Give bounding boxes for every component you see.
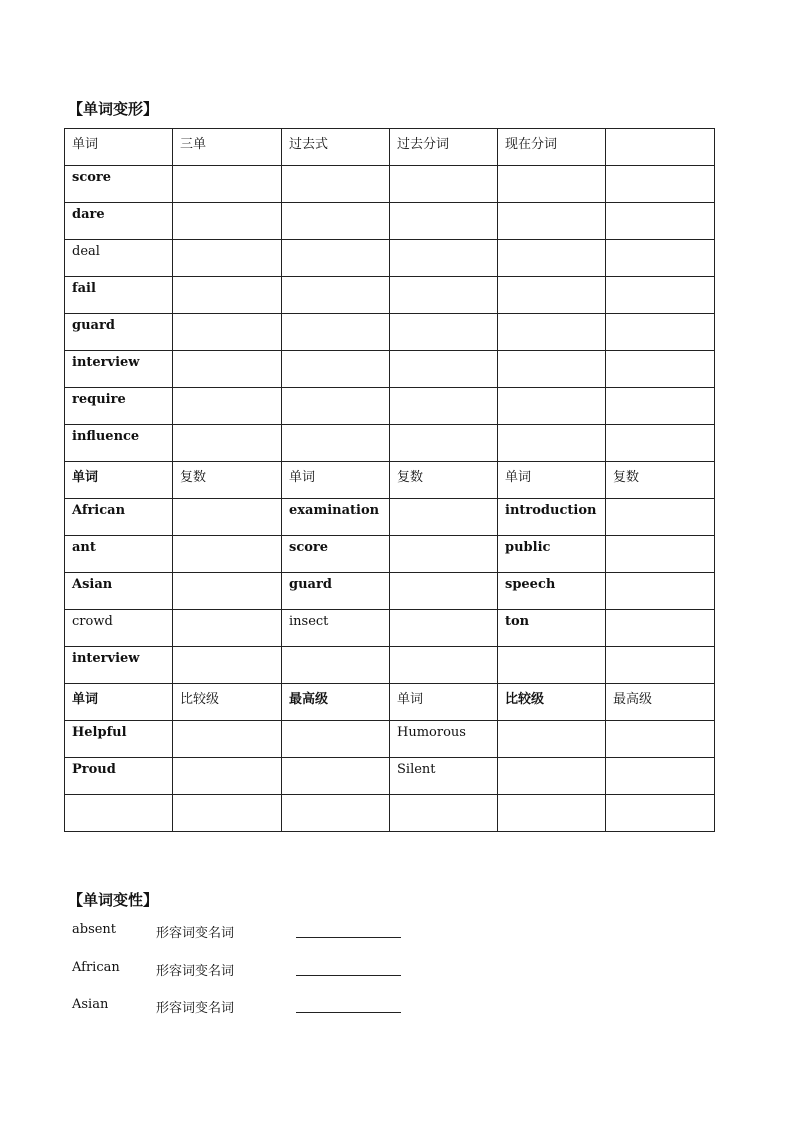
answer-cell[interactable] bbox=[173, 277, 282, 314]
answer-cell[interactable] bbox=[173, 425, 282, 462]
table-cell: score bbox=[65, 166, 173, 203]
table-row bbox=[65, 314, 715, 351]
answer-cell[interactable] bbox=[173, 240, 282, 277]
table-row bbox=[65, 758, 715, 795]
table-row bbox=[65, 425, 715, 462]
answer-cell[interactable] bbox=[606, 573, 715, 610]
answer-cell[interactable] bbox=[173, 499, 282, 536]
answer-cell[interactable] bbox=[390, 240, 498, 277]
section-title-word-conversion: 【单词变性】 bbox=[68, 891, 159, 909]
table-row bbox=[65, 129, 715, 166]
section-title-word-forms: 【单词变形】 bbox=[68, 100, 159, 118]
table-cell: Proud bbox=[65, 758, 173, 795]
table-cell: 过去分词 bbox=[390, 129, 498, 166]
table-row bbox=[65, 721, 715, 758]
answer-cell[interactable] bbox=[498, 203, 606, 240]
answer-cell[interactable] bbox=[390, 499, 498, 536]
answer-cell[interactable] bbox=[606, 795, 715, 832]
answer-cell[interactable] bbox=[606, 203, 715, 240]
table-cell: score bbox=[282, 536, 390, 573]
table-cell: 单词 bbox=[282, 462, 390, 499]
table-cell: Silent bbox=[390, 758, 498, 795]
answer-cell[interactable] bbox=[173, 351, 282, 388]
answer-cell[interactable] bbox=[606, 610, 715, 647]
table-cell: 复数 bbox=[173, 462, 282, 499]
table-cell: guard bbox=[65, 314, 173, 351]
table-cell: Helpful bbox=[65, 721, 173, 758]
answer-cell[interactable] bbox=[606, 240, 715, 277]
answer-cell[interactable] bbox=[606, 277, 715, 314]
answer-cell[interactable] bbox=[606, 129, 715, 166]
table-cell: dare bbox=[65, 203, 173, 240]
table-cell: 单词 bbox=[65, 129, 173, 166]
answer-cell[interactable] bbox=[498, 351, 606, 388]
answer-cell[interactable] bbox=[606, 388, 715, 425]
answer-cell[interactable] bbox=[606, 425, 715, 462]
table-cell: public bbox=[498, 536, 606, 573]
answer-cell[interactable] bbox=[173, 647, 282, 684]
answer-cell[interactable] bbox=[173, 166, 282, 203]
table-row bbox=[65, 166, 715, 203]
table-cell: 最高级 bbox=[606, 684, 715, 721]
answer-cell[interactable] bbox=[606, 536, 715, 573]
answer-cell[interactable] bbox=[173, 721, 282, 758]
answer-cell[interactable] bbox=[390, 610, 498, 647]
answer-cell[interactable] bbox=[173, 758, 282, 795]
answer-blank[interactable] bbox=[296, 975, 401, 976]
answer-cell[interactable] bbox=[390, 203, 498, 240]
answer-cell[interactable] bbox=[606, 314, 715, 351]
answer-cell[interactable] bbox=[390, 573, 498, 610]
answer-cell[interactable] bbox=[282, 758, 390, 795]
table-cell: 比较级 bbox=[498, 684, 606, 721]
table-cell: 单词 bbox=[65, 684, 173, 721]
answer-cell[interactable] bbox=[498, 277, 606, 314]
answer-cell[interactable] bbox=[498, 166, 606, 203]
answer-cell[interactable] bbox=[606, 647, 715, 684]
table-row bbox=[65, 684, 715, 721]
answer-cell[interactable] bbox=[498, 314, 606, 351]
answer-cell[interactable] bbox=[282, 240, 390, 277]
table-row bbox=[65, 240, 715, 277]
conversion-word: African bbox=[72, 960, 120, 975]
answer-blank[interactable] bbox=[296, 1012, 401, 1013]
table-cell: fail bbox=[65, 277, 173, 314]
answer-cell[interactable] bbox=[390, 314, 498, 351]
conversion-word: Asian bbox=[72, 997, 109, 1012]
table-cell: introduction bbox=[498, 499, 606, 536]
table-cell: crowd bbox=[65, 610, 173, 647]
answer-cell[interactable] bbox=[606, 351, 715, 388]
table-cell: African bbox=[65, 499, 173, 536]
conversion-item bbox=[72, 997, 412, 1017]
answer-cell[interactable] bbox=[173, 795, 282, 832]
table-cell: interview bbox=[65, 647, 173, 684]
answer-cell[interactable] bbox=[390, 351, 498, 388]
table-cell: 复数 bbox=[390, 462, 498, 499]
table-cell: 复数 bbox=[606, 462, 715, 499]
table-cell: Humorous bbox=[390, 721, 498, 758]
answer-cell[interactable] bbox=[282, 388, 390, 425]
answer-cell[interactable] bbox=[498, 795, 606, 832]
conversion-item bbox=[72, 922, 412, 942]
table-row bbox=[65, 610, 715, 647]
table-row bbox=[65, 277, 715, 314]
answer-cell[interactable] bbox=[282, 166, 390, 203]
table-row bbox=[65, 462, 715, 499]
answer-cell[interactable] bbox=[390, 536, 498, 573]
answer-cell[interactable] bbox=[606, 499, 715, 536]
answer-cell[interactable] bbox=[498, 721, 606, 758]
answer-cell[interactable] bbox=[173, 610, 282, 647]
answer-cell[interactable] bbox=[498, 425, 606, 462]
answer-cell[interactable] bbox=[173, 388, 282, 425]
answer-cell[interactable] bbox=[390, 166, 498, 203]
answer-cell[interactable] bbox=[498, 647, 606, 684]
answer-cell[interactable] bbox=[390, 647, 498, 684]
table-cell: ant bbox=[65, 536, 173, 573]
answer-cell[interactable] bbox=[390, 277, 498, 314]
table-cell: 单词 bbox=[65, 462, 173, 499]
answer-cell[interactable] bbox=[390, 388, 498, 425]
table-row bbox=[65, 647, 715, 684]
table-cell: interview bbox=[65, 351, 173, 388]
table-cell: influence bbox=[65, 425, 173, 462]
table-cell: 单词 bbox=[498, 462, 606, 499]
answer-cell[interactable] bbox=[65, 795, 173, 832]
answer-cell[interactable] bbox=[498, 388, 606, 425]
table-row bbox=[65, 499, 715, 536]
table-cell: guard bbox=[282, 573, 390, 610]
answer-cell[interactable] bbox=[606, 721, 715, 758]
answer-cell[interactable] bbox=[282, 277, 390, 314]
answer-cell[interactable] bbox=[606, 166, 715, 203]
conversion-word: absent bbox=[72, 922, 117, 937]
table-cell: 现在分词 bbox=[498, 129, 606, 166]
answer-cell[interactable] bbox=[498, 240, 606, 277]
answer-cell[interactable] bbox=[390, 795, 498, 832]
table-cell: 过去式 bbox=[282, 129, 390, 166]
table-row bbox=[65, 573, 715, 610]
table-cell: deal bbox=[65, 240, 173, 277]
answer-cell[interactable] bbox=[282, 425, 390, 462]
conversion-type: 形容词变名词 bbox=[156, 964, 235, 979]
answer-cell[interactable] bbox=[282, 351, 390, 388]
answer-blank[interactable] bbox=[296, 937, 401, 938]
table-cell: Asian bbox=[65, 573, 173, 610]
answer-cell[interactable] bbox=[173, 314, 282, 351]
table-cell: 单词 bbox=[390, 684, 498, 721]
answer-cell[interactable] bbox=[498, 758, 606, 795]
answer-cell[interactable] bbox=[606, 758, 715, 795]
table-cell: ton bbox=[498, 610, 606, 647]
table-cell: 比较级 bbox=[173, 684, 282, 721]
answer-cell[interactable] bbox=[173, 573, 282, 610]
answer-cell[interactable] bbox=[282, 721, 390, 758]
answer-cell[interactable] bbox=[390, 425, 498, 462]
table-row bbox=[65, 203, 715, 240]
conversion-item bbox=[72, 960, 412, 980]
table-cell: require bbox=[65, 388, 173, 425]
table-cell: 最高级 bbox=[282, 684, 390, 721]
table-row bbox=[65, 351, 715, 388]
table-row bbox=[65, 388, 715, 425]
conversion-type: 形容词变名词 bbox=[156, 1001, 235, 1016]
table-cell: speech bbox=[498, 573, 606, 610]
table-cell: 三单 bbox=[173, 129, 282, 166]
answer-cell[interactable] bbox=[282, 795, 390, 832]
answer-cell[interactable] bbox=[173, 536, 282, 573]
table-row bbox=[65, 536, 715, 573]
table-row bbox=[65, 795, 715, 832]
table-cell: insect bbox=[282, 610, 390, 647]
table-cell: examination bbox=[282, 499, 390, 536]
answer-cell[interactable] bbox=[173, 203, 282, 240]
answer-cell[interactable] bbox=[282, 203, 390, 240]
conversion-type: 形容词变名词 bbox=[156, 926, 235, 941]
answer-cell[interactable] bbox=[282, 314, 390, 351]
word-forms-table bbox=[64, 128, 715, 832]
answer-cell[interactable] bbox=[282, 647, 390, 684]
